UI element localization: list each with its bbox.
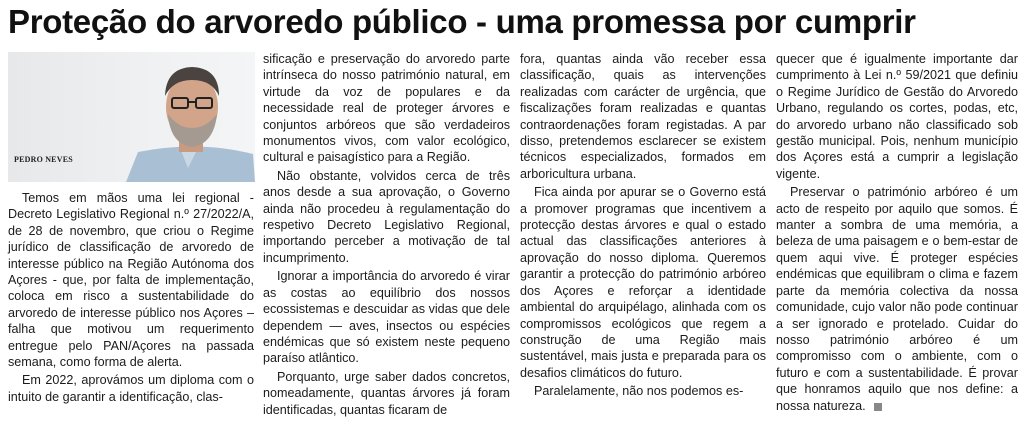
paragraph: Porquanto, urge saber dados concretos, nomeadamente, quantas árvores já foram identificadas, quantas ficaram de (263, 369, 510, 417)
paragraph: Paralelamente, não nos podemos es- (534, 384, 744, 399)
paragraph-text: Preservar o património arbóreo é um acto de respeito por aquilo que somos. É manter a sombra de uma memória, a beleza de uma paisagem e o bem-estar de quem aqui vive. É proteger espécies endémicas que equilibram o clima e fazem parte da memória colectiva da nossa comunidade, cujo valor não pode continuar a ser ignorado e protelado. Cuidar do nosso património arbóreo é um compromisso com o ambiente, com o futuro e com a sustentabilidade. É provar que honramos aquilo que nos define: a nossa natureza. (776, 185, 1018, 413)
column-3 (520, 51, 766, 400)
author-name: PEDRO NEVES (14, 155, 73, 164)
paragraph: fora, quantas ainda vão receber essa classificação, quais as intervenções realizadas com carácter de urgência, que fiscalizações foram realizadas e quantas contraordenações foram registadas. A par disso, pretendemos esclarecer se existem técnicos especializados, formados em arboricultura urbana. (520, 52, 766, 181)
paragraph: Em 2022, aprovámos um diploma com o intuito de garantir a identificação, clas- (8, 373, 254, 404)
headline: Proteção do arvoredo público - uma promessa por cumprir (8, 3, 916, 40)
paragraph: Temos em mãos uma lei regional - Decreto Legislativo Regional n.º 27/2022/A, de 28 de novembro, que criou o Regime jurídico de classificação de arvoredo de interesse público na Região Autónoma dos Açores - que, por falta de implementação, coloca em risco a sustentabilidade do arvoredo de interesse público nos Açores – falha que motivou um requerimento entregue pelo PAN/Açores na passada semana, como forma de alerta. (8, 191, 254, 370)
paragraph: Fica ainda por apurar se o Governo está a promover programas que incentivem a protecção destas árvores e qual o estado actual das classificações anteriores à aprovação do nosso diploma. Queremos garantir a protecção do património arbóreo dos Açores e reforçar a identidade ambiental do arquipélago, alinhada com os compromissos ecológicos que regem a construção de uma Região mais sustentável, mais justa e preparada para os desafios climáticos do futuro. (520, 185, 766, 380)
paragraph: sificação e preservação do arvoredo parte intrínseca do nosso património natural, em virtude da voz de populares e da necessidade real de proteger árvores e conjuntos arbóreos que são verdadeiros monumentos vivos, com valor ecológico, cultural e paisagístico para a Região. (263, 52, 510, 165)
paragraph: quecer que é igualmente importante dar cumprimento à Lei n.º 59/2021 que definiu o Regime Jurídico de Gestão do Arvoredo Urbano, regulando os cortes, podas, etc, do arvoredo urbano não classificado sob gestão municipal. Pois, nenhum município dos Açores está a cumprir a legislação vigente. (776, 52, 1018, 181)
column-2 (263, 51, 510, 418)
author-photo (8, 52, 255, 182)
paragraph: Não obstante, volvidos cerca de três anos desde a sua aprovação, o Governo ainda não procedeu à regulamentação do respetivo Decreto Legislativo Regional, importando perceber a motivação de tal incumprimento. (263, 168, 510, 265)
column-1 (8, 190, 254, 405)
column-4 (776, 51, 1018, 414)
paragraph (776, 184, 1018, 414)
end-of-article-mark (874, 403, 882, 411)
paragraph: Ignorar a importância do arvoredo é virar as costas ao equilíbrio dos nossos ecossistemas e descuidar as vidas que dele dependem — aves, insectos ou espécies endémicas que só existem neste pequeno paraíso atlântico. (263, 269, 510, 366)
